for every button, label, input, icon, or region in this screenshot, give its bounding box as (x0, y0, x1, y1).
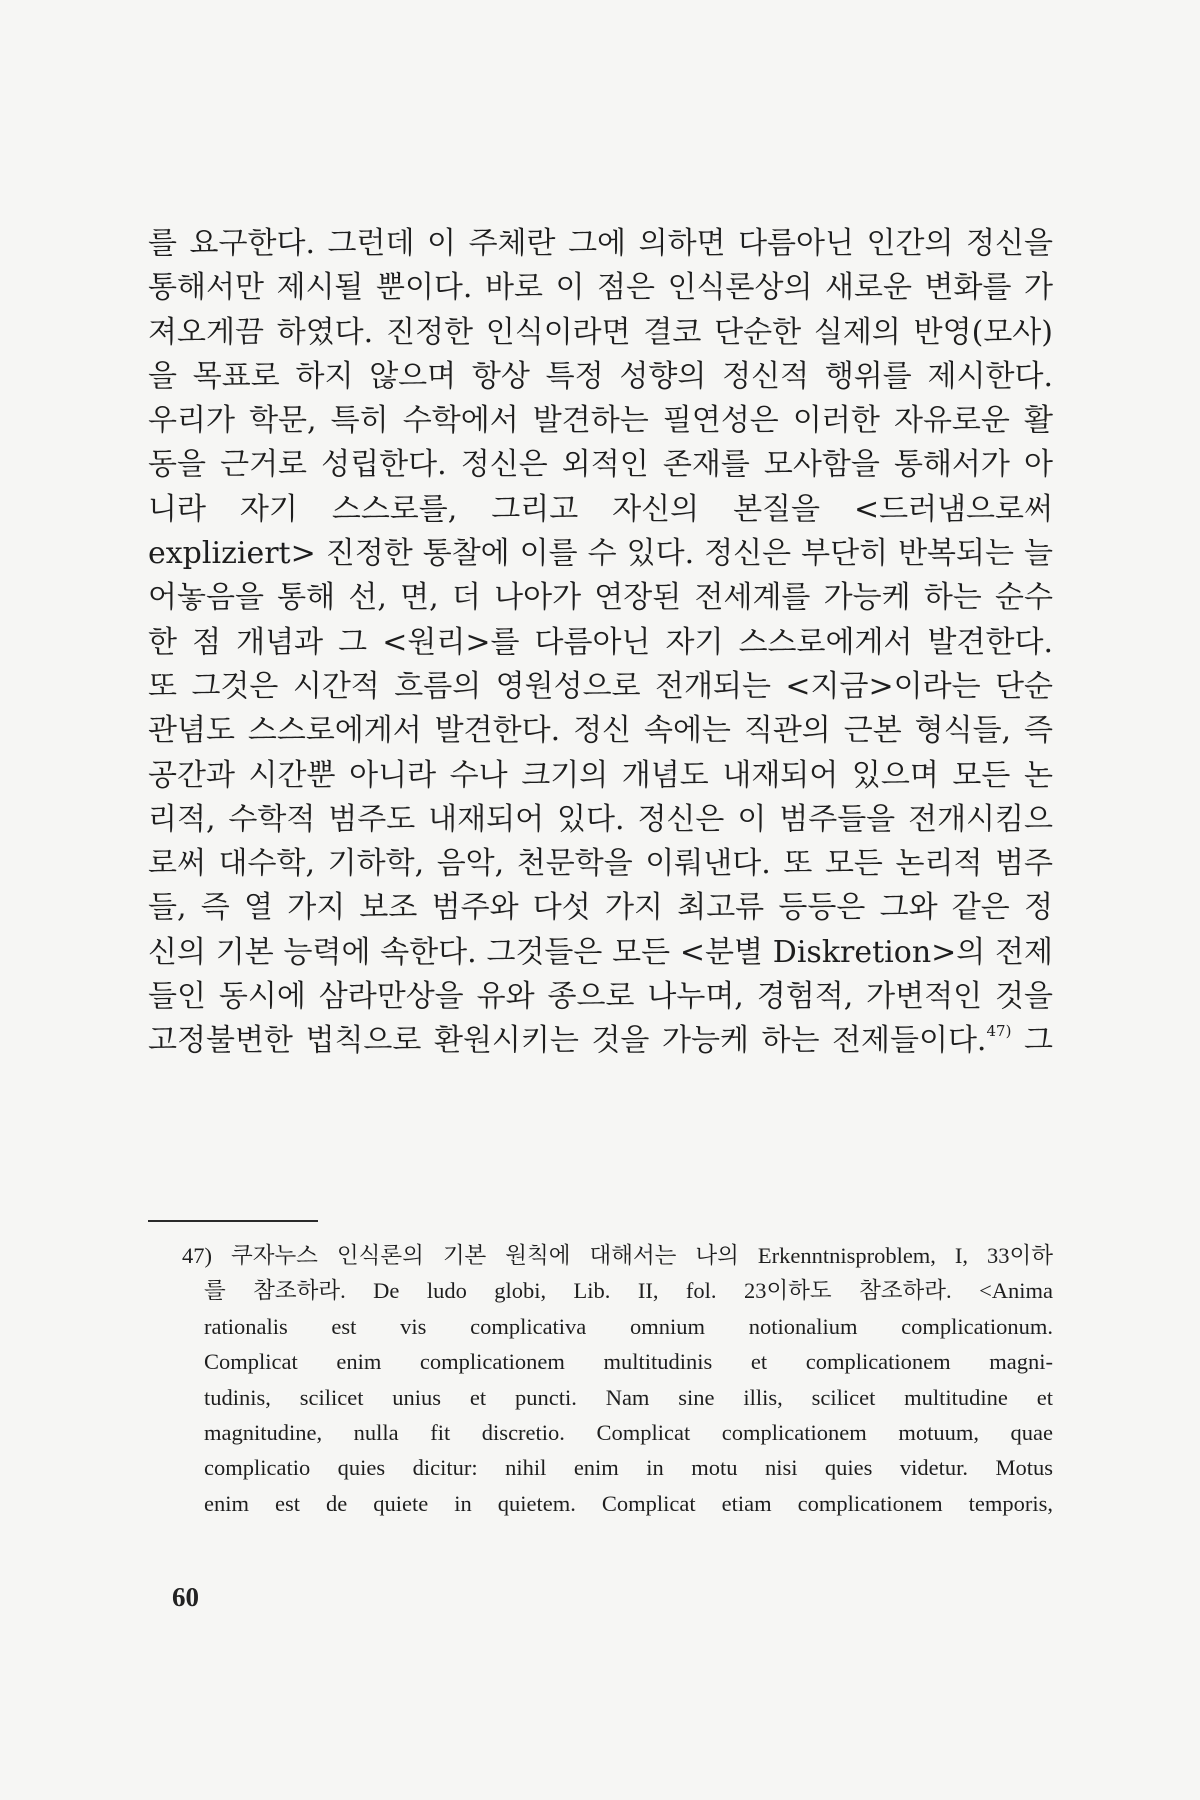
body-line: 우리가 학문, 특히 수학에서 발견하는 필연성은 이러한 자유로운 활 (148, 403, 1053, 439)
body-line: 신의 기본 능력에 속한다. 그것들은 모든 <분별 Diskretion>의 전제 (148, 934, 1053, 970)
body-line-last (148, 1019, 1053, 1063)
footnote-line: enim est de quiete in quietem. Complicat etiam complicationem temporis, (204, 1490, 1053, 1516)
footnote-block (148, 1238, 1053, 1521)
body-line: 관념도 스스로에게서 발견한다. 정신 속에는 직관의 근본 형식들, 즉 (148, 713, 1053, 749)
body-line: 공간과 시간뿐 아니라 수나 크기의 개념도 내재되어 있으며 모든 논 (148, 757, 1053, 793)
body-line: 동을 근거로 성립한다. 정신은 외적인 존재를 모사함을 통해서가 아 (148, 447, 1053, 483)
footnote-line: rationalis est vis complicativa omnium notionalium complicationum. (204, 1313, 1053, 1339)
body-line: 를 요구한다. 그런데 이 주체란 그에 의하면 다름아닌 인간의 정신을 (148, 226, 1053, 261)
footnote-divider (148, 1220, 318, 1222)
footnote-line: magnitudine, nulla fit discretio. Complicat complicationem motuum, quae (204, 1419, 1053, 1445)
footnote-line: 47) 쿠자누스 인식론의 기본 원칙에 대해서는 나의 Erkenntnisproblem, I, 33이하 (182, 1243, 1053, 1268)
body-line: 들, 즉 열 가지 보조 범주와 다섯 가지 최고류 등등은 그와 같은 정 (148, 890, 1053, 926)
body-line: 리적, 수학적 범주도 내재되어 있다. 정신은 이 범주들을 전개시킴으 (148, 801, 1053, 837)
body-line: 니라 자기 스스로를, 그리고 자신의 본질을 <드러냄으로써 (148, 491, 1053, 527)
body-line: 어놓음을 통해 선, 면, 더 나아가 연장된 전세계를 가능케 하는 순수 (148, 580, 1053, 616)
body-line: 로써 대수학, 기하학, 음악, 천문학을 이뤄낸다. 또 모든 논리적 범주 (148, 846, 1053, 882)
footnote-line: 를 참조하라. De ludo globi, Lib. II, fol. 23이하도 참조하라. <Anima (204, 1278, 1053, 1304)
body-last-tail: 그 (1011, 1023, 1053, 1059)
body-line: expliziert> 진정한 통찰에 이를 수 있다. 정신은 부단히 반복되는 늘 (148, 536, 1053, 572)
body-line: 한 점 개념과 그 <원리>를 다름아닌 자기 스스로에게서 발견한다. (148, 624, 1053, 660)
body-line: 을 목표로 하지 않으며 항상 특정 성향의 정신적 행위를 제시한다. (148, 358, 1053, 394)
body-line: 들인 동시에 삼라만상을 유와 종으로 나누며, 경험적, 가변적인 것을 (148, 979, 1053, 1015)
page-number: 60 (172, 1582, 199, 1612)
body-text (148, 222, 1053, 1064)
footnote-line: Complicat enim complicationem multitudinis et complicationem magni- (204, 1349, 1053, 1375)
body-line: 져오게끔 하였다. 진정한 인식이라면 결코 단순한 실제의 반영(모사) (148, 314, 1053, 350)
body-last-text: 고정불변한 법칙으로 환원시키는 것을 가능케 하는 전제들이다. (148, 1023, 987, 1059)
footnote-line: complicatio quies dicitur: nihil enim in motu nisi quies videtur. Motus (204, 1455, 1053, 1481)
body-line: 통해서만 제시될 뿐이다. 바로 이 점은 인식론상의 새로운 변화를 가 (148, 270, 1053, 306)
footnote-reference[interactable]: 47) (986, 1022, 1012, 1041)
footnote-line: tudinis, scilicet unius et puncti. Nam sine illis, scilicet multitudine et (204, 1384, 1053, 1410)
body-line: 또 그것은 시간적 흐름의 영원성으로 전개되는 <지금>이라는 단순 (148, 668, 1053, 704)
